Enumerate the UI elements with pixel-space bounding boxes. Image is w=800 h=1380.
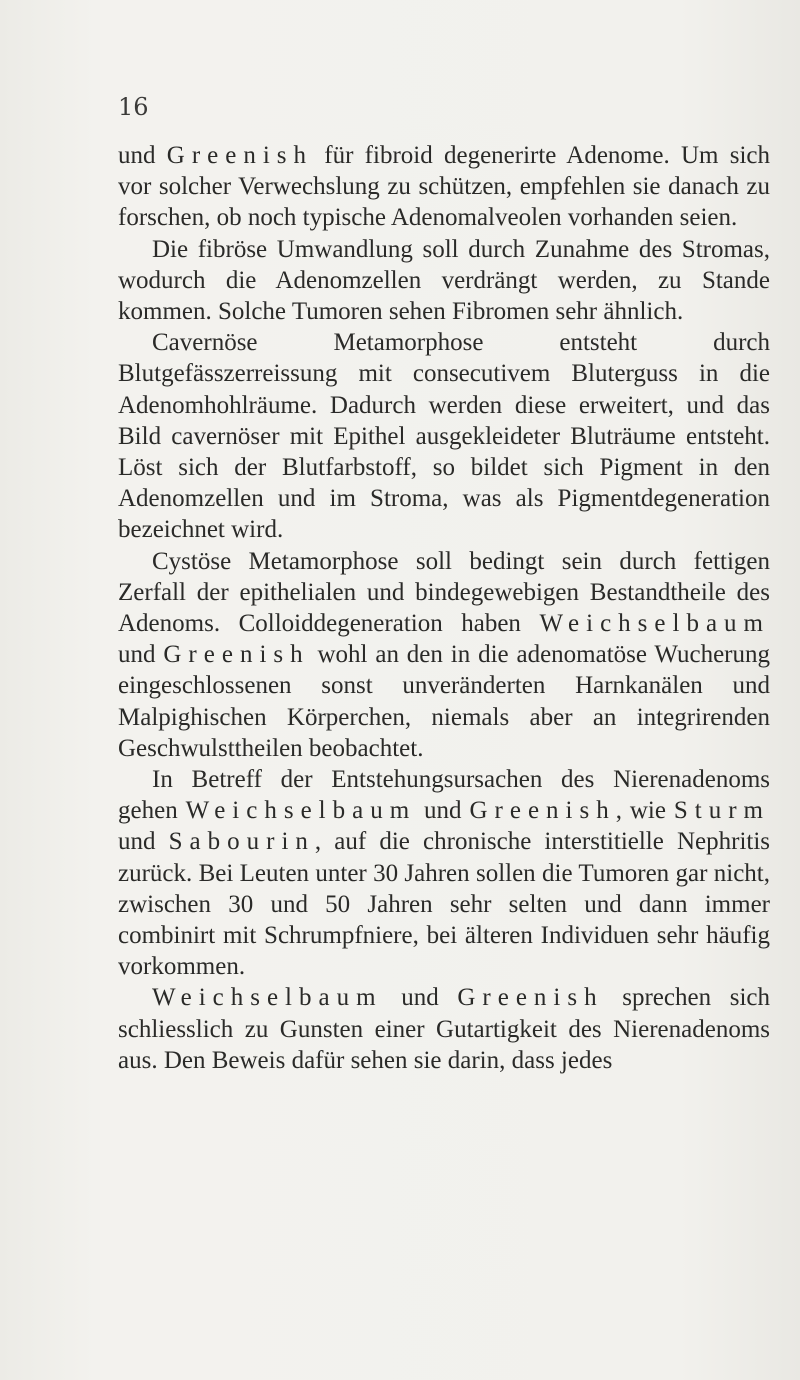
author-name: Greenish	[469, 797, 616, 825]
text-run: Die fibröse Umwandlung soll durch Zunahme des Stromas, wodurch die Adenomzellen verdrängt werden, zu Stande kommen. Solche Tumoren sehen Fibromen sehr ähnlich.	[118, 235, 770, 326]
page-number: 16	[118, 93, 149, 121]
text-run: und	[382, 984, 458, 1012]
author-name: Weichselbaum	[539, 610, 770, 638]
author-name: Sturm	[673, 797, 770, 825]
author-name: Greenish	[163, 641, 310, 669]
text-run: und	[118, 142, 167, 169]
body-text	[118, 140, 770, 1076]
text-run: für fibroid degenerirte Adenome. Um sich vor solcher Verwechslung zu schützen, empfehlen sie danach zu forschen, ob noch typische Adenomalveolen vorhanden seien.	[118, 142, 771, 232]
text-run: In Betreff der Entstehungsursachen des Nierenadenoms gehen	[118, 766, 770, 825]
text-run: und	[118, 641, 164, 669]
text-run: und	[416, 797, 470, 825]
text-run: und	[118, 828, 169, 856]
text-run: Cystöse Metamorphose soll bedingt sein durch fettigen Zerfall der epithelialen und bindegewebigen Bestandtheile des Adenoms. Colloiddegeneration haben	[118, 547, 770, 638]
author-name: Sabourin	[168, 828, 315, 856]
author-name: Weichselbaum	[152, 984, 383, 1012]
paragraph	[118, 546, 770, 764]
author-name: Greenish	[457, 984, 604, 1012]
paragraph	[118, 140, 770, 234]
text-run: , wie	[615, 797, 674, 825]
paragraph	[118, 327, 770, 545]
text-run: Cavernöse Metamorphose entsteht durch Blutgefässzerreissung mit consecutivem Bluterguss in die Adenomhohlräume. Dadurch werden diese erweitert, und das Bild cavernöser mit Epithel ausgekleideter Bluträume entsteht. Löst sich der Blutfarbstoff, so bildet sich Pigment in den Adenomzellen und im Stroma, was als Pigmentdegeneration bezeichnet wird.	[118, 329, 770, 544]
paragraph	[118, 764, 770, 982]
text-run: , auf die chronische interstitielle Nephritis zurück. Bei Leuten unter 30 Jahren sollen die Tumoren gar nicht, zwischen 30 und 50 Jahren sehr selten und dann immer combinirt mit Schrumpfniere, bei älteren Individuen sehr häufig vorkommen.	[118, 828, 771, 981]
text-run: sprechen sich schliesslich zu Gunsten einer Gutartigkeit des Nierenadenoms aus. Den Beweis dafür sehen sie darin, dass jedes	[118, 984, 770, 1074]
author-name: Greenish	[166, 142, 314, 169]
author-name: Weichselbaum	[185, 797, 417, 825]
paragraph	[118, 234, 770, 328]
paragraph	[118, 982, 770, 1076]
text-run: wohl an den in die adenomatöse Wucherung eingeschlossenen sonst unveränderten Harnkanälen und Malpighischen Körperchen, niemals aber an integrirenden Geschwulsttheilen beobachtet.	[118, 641, 771, 762]
